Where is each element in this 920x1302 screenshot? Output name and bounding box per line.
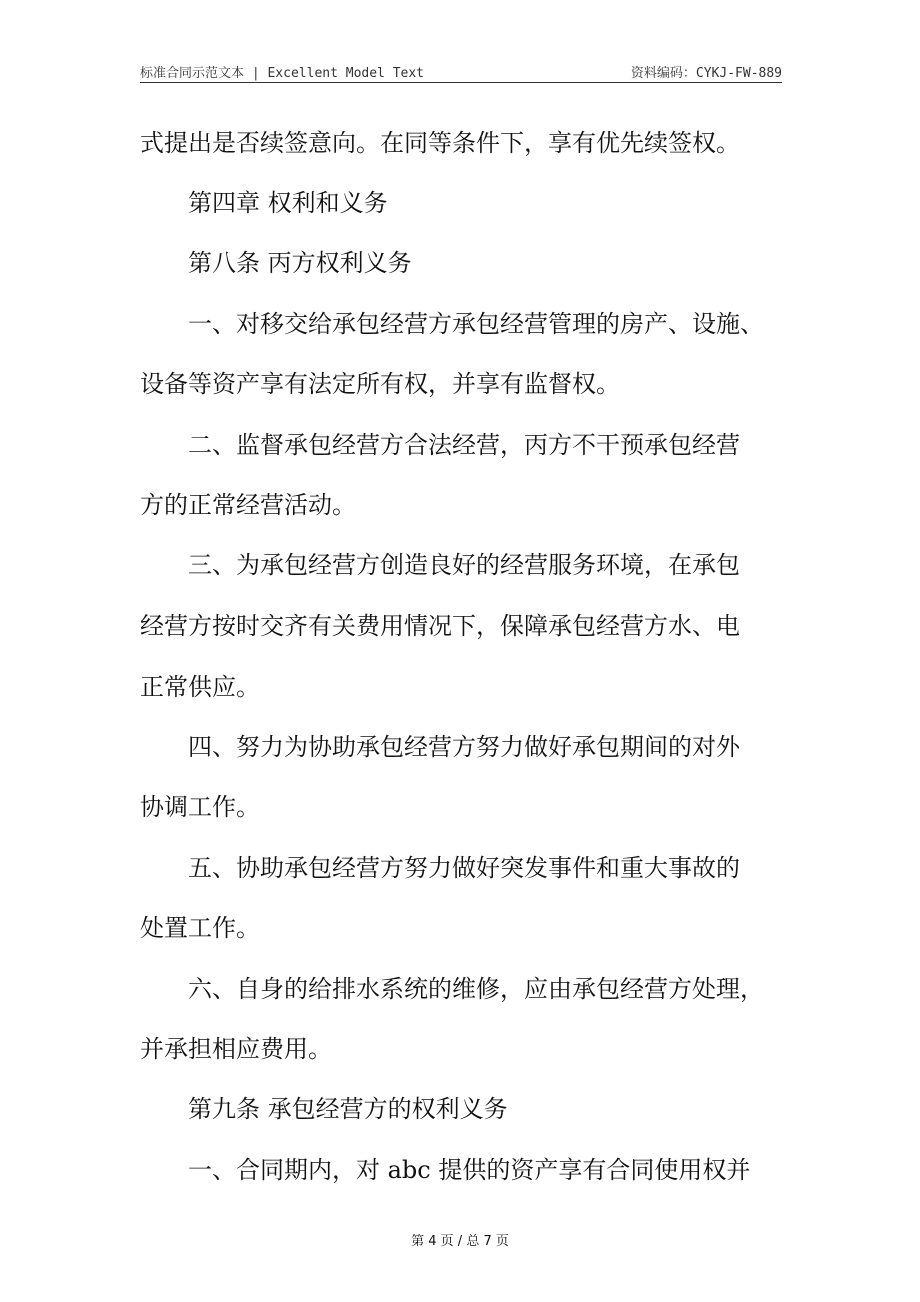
page-header [140, 62, 782, 82]
body-line: 设备等资产享有法定所有权，并享有监督权。 [140, 370, 620, 398]
body-line: 二、监督承包经营方合法经营，丙方不干预承包经营 [188, 431, 740, 459]
body-line: 一、合同期内，对 abc 提供的资产享有合同使用权并 [188, 1156, 751, 1184]
body-line: 经营方按时交齐有关费用情况下，保障承包经营方水、电 [140, 612, 740, 640]
body-line: 五、协助承包经营方努力做好突发事件和重大事故的 [188, 854, 740, 882]
article-heading: 第九条 承包经营方的权利义务 [188, 1095, 508, 1123]
article-heading: 第八条 丙方权利义务 [188, 249, 412, 277]
page-number: 第 4 页 / 总 7 页 [411, 1234, 509, 1249]
header-title: 标准合同示范文本 | Excellent Model Text [140, 66, 425, 81]
body-line: 方的正常经营活动。 [140, 491, 356, 519]
body-line: 一、对移交给承包经营方承包经营管理的房产、设施、 [188, 310, 764, 338]
body-line: 正常供应。 [140, 673, 260, 701]
body-line: 六、自身的给排水系统的维修，应由承包经营方处理， [188, 975, 764, 1003]
body-line: 四、努力为协助承包经营方努力做好承包期间的对外 [188, 733, 740, 761]
body-line: 并承担相应费用。 [140, 1035, 332, 1063]
chapter-heading: 第四章 权利和义务 [188, 189, 388, 217]
body-line: 式提出是否续签意向。在同等条件下，享有优先续签权。 [140, 129, 740, 157]
header-document-code: 资料编码：CYKJ-FW-889 [630, 66, 782, 81]
body-line: 处置工作。 [140, 914, 260, 942]
body-line: 三、为承包经营方创造良好的经营服务环境，在承包 [188, 551, 740, 579]
header-divider [140, 82, 782, 83]
body-line: 协调工作。 [140, 793, 260, 821]
